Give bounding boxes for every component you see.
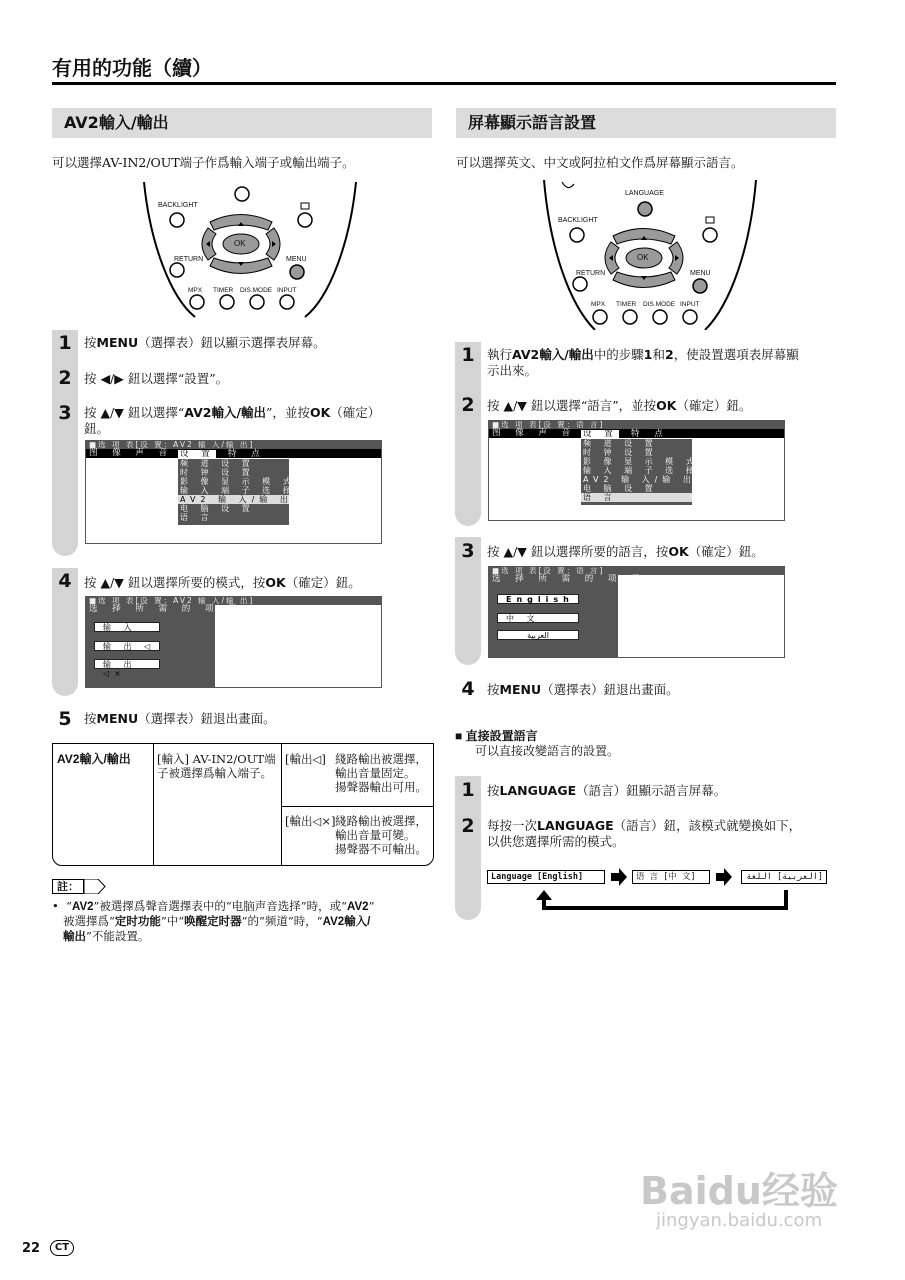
direct-language-heading: ■ 直接設置語言 — [455, 729, 538, 743]
table-output1-desc: 綫路輸出被選擇， 輸出音量固定。 揚聲器輸出可用。 — [335, 752, 427, 794]
step-number: 1 — [461, 779, 475, 801]
step-text: 按MENU（選擇表）鈕以顯示選擇表屏幕。 — [84, 335, 326, 350]
osd-menu-language — [488, 566, 785, 658]
arrow-right-icon — [611, 868, 627, 886]
step-text: 按LANGUAGE（語言）鈕顯示語言屏幕。 — [487, 783, 727, 798]
language-chain-english: Language [English] — [487, 870, 605, 884]
osd-option-output-variable[interactable]: 输 出 ◁× — [94, 659, 160, 669]
loop-arrow-icon — [534, 890, 792, 912]
step-number: 4 — [461, 678, 475, 700]
step-number: 5 — [58, 708, 72, 730]
osd-item[interactable]: 频 道 设 置 — [583, 439, 658, 448]
table-divider — [281, 744, 282, 866]
osd-item[interactable]: 输 入 端 子 选 择 — [583, 466, 699, 475]
step-bar — [455, 342, 481, 526]
step-text: 按MENU（選擇表）鈕退出畫面。 — [487, 682, 679, 697]
osd-menu-settings — [85, 440, 382, 544]
return-label: RETURN — [174, 256, 204, 263]
ok-label: OK — [234, 239, 246, 248]
osd-tab-row: 图 像 声 音 — [489, 429, 784, 438]
step-number: 2 — [58, 367, 72, 389]
note-arrow-icon — [84, 879, 106, 894]
page-number: 22 — [22, 1241, 41, 1256]
osd-option-english[interactable]: English — [497, 594, 579, 604]
step-text: 每按一次LANGUAGE（語言）鈕，該模式就變換如下， 以供您選擇所需的模式。 — [487, 818, 802, 849]
dismode-label: DIS.MODE — [240, 287, 273, 294]
osd-item[interactable]: 语 言 — [180, 513, 214, 522]
input-label: INPUT — [277, 287, 297, 294]
osd-tab-feature: 特 点 — [228, 449, 266, 459]
remote-control-diagram — [540, 180, 760, 330]
step-number: 2 — [461, 815, 475, 837]
step-number: 4 — [58, 570, 72, 592]
osd-item-selected[interactable]: AV2 输 入/输 出 — [180, 495, 293, 504]
title-rule — [52, 82, 836, 85]
osd-tab-selected: 设 置 — [180, 449, 215, 459]
language-chain-chinese: 语 言 [中 文] — [632, 870, 710, 884]
direct-language-desc: 可以直接改變語言的設置。 — [475, 744, 620, 758]
mpx-label: MPX — [591, 301, 606, 308]
osd-item[interactable]: 影 像 显 示 模 式 — [180, 477, 296, 486]
osd-title-bar: ■选 项 表[设 置：语 言] — [489, 567, 784, 575]
step-number: 1 — [461, 344, 475, 366]
osd-option-chinese[interactable]: 中 文 — [497, 613, 579, 623]
menu-label: MENU — [286, 256, 307, 263]
step-number: 3 — [58, 402, 72, 424]
table-divider — [281, 806, 434, 807]
av2-intro: 可以選擇AV-IN2/OUT端子作爲輸入端子或輸出端子。 — [52, 155, 355, 170]
osd-item[interactable]: 电 脑 设 置 — [583, 484, 658, 493]
remote-control-diagram — [140, 182, 360, 318]
osd-item[interactable]: 频 道 设 置 — [180, 459, 255, 468]
step-number: 2 — [461, 394, 475, 416]
av2-mode-table — [52, 743, 434, 866]
mpx-label: MPX — [188, 287, 203, 294]
table-output2-tag: [輸出◁×] — [285, 814, 336, 828]
step-text: 按MENU（選擇表）鈕退出畫面。 — [84, 711, 276, 726]
osd-item[interactable]: 电 脑 设 置 — [180, 504, 255, 513]
osd-item[interactable]: AV2 输 入/输 出 — [583, 475, 696, 484]
section-heading-language: 屏幕顯示語言設置 — [456, 108, 836, 138]
language-label: LANGUAGE — [625, 190, 664, 197]
osd-item[interactable]: 时 钟 设 置 — [180, 468, 255, 477]
osd-item[interactable]: 时 钟 设 置 — [583, 448, 658, 457]
backlight-label: BACKLIGHT — [158, 202, 198, 209]
osd-title-bar: ■选 项 表[设 置：语 言] — [489, 421, 784, 429]
return-label: RETURN — [576, 270, 606, 277]
osd-item[interactable]: 输 入 端 子 选 择 — [180, 486, 296, 495]
osd-prompt: 选 择 所 需 的 项 目 — [89, 604, 243, 614]
table-output2-desc: 綫路輸出被選擇， 輸出音量可變。 揚聲器不可輸出。 — [335, 814, 427, 856]
note-label: 註： — [52, 879, 84, 894]
osd-item[interactable]: 影 像 显 示 模 式 — [583, 457, 699, 466]
page-title: 有用的功能（續） — [52, 56, 212, 80]
step-text: 按 ▲/▼ 鈕以選擇所要的語言，按OK（確定）鈕。 — [487, 544, 764, 559]
table-input-desc: [輸入] AV-IN2/OUT端 子被選擇爲輸入端子。 — [157, 752, 276, 780]
note-text: • “AV2”被選擇爲聲音選擇表中的“电脑声音选择”時，或“AV2” 被選擇爲“定时功能”中“唤醒定时器”的“频道”時，“AV2輸入/ 輸出”不能設置。 — [52, 899, 375, 943]
input-label: INPUT — [680, 301, 700, 308]
step-number: 1 — [58, 332, 72, 354]
step-text: 按 ◀/▶ 鈕以選擇“設置”。 — [84, 371, 229, 386]
osd-submenu — [581, 439, 699, 505]
ok-label: OK — [637, 253, 649, 262]
dismode-label: DIS.MODE — [643, 301, 676, 308]
step-text: 執行AV2輸入/輸出中的步驟1和2，使設置選項表屏幕顯 示出來。 — [487, 347, 799, 378]
osd-menu-av2 — [85, 596, 382, 688]
osd-menu-settings — [488, 420, 785, 521]
ct-badge: CT — [50, 1240, 74, 1256]
arrow-right-icon — [716, 868, 732, 886]
osd-title-bar: ■选 项 表[设 置：AV2 输 入/输 出] — [86, 441, 381, 449]
osd-tab-row: 图 像 声 音 — [86, 449, 381, 458]
timer-label: TIMER — [616, 301, 637, 308]
step-bar — [52, 330, 78, 556]
backlight-label: BACKLIGHT — [558, 217, 598, 224]
step-text: 按 ▲/▼ 鈕以選擇“AV2輸入/輸出”，並按OK（確定） 鈕。 — [84, 405, 381, 436]
language-chain-arabic: [العربية] اللغة — [741, 870, 827, 884]
step-number: 3 — [461, 540, 475, 562]
step-text: 按 ▲/▼ 鈕以選擇“語言”，並按OK（確定）鈕。 — [487, 398, 752, 413]
osd-submenu — [178, 459, 296, 525]
osd-title-bar: ■选 项 表[设 置：AV2 输 入/输 出] — [86, 597, 381, 605]
menu-label: MENU — [690, 270, 711, 277]
step-text: 按 ▲/▼ 鈕以選擇所要的模式，按OK（確定）鈕。 — [84, 575, 361, 590]
table-label: AV2輸入/輸出 — [57, 752, 131, 766]
osd-option-output-fixed[interactable]: 输 出 ◁ — [94, 641, 160, 651]
table-output1-tag: [輸出◁] — [285, 752, 326, 766]
osd-option-arabic[interactable]: العربية — [497, 630, 579, 640]
section-heading-av2: AV2輸入/輸出 — [52, 108, 432, 138]
table-divider — [153, 744, 154, 866]
watermark-url: jingyan.baidu.com — [656, 1210, 823, 1231]
timer-label: TIMER — [213, 287, 234, 294]
osd-tab-selected: 设 置 — [583, 429, 618, 439]
osd-option-input[interactable]: 输 入 — [94, 622, 160, 632]
osd-tab-feature: 特 点 — [631, 429, 669, 439]
language-intro: 可以選擇英文、中文或阿拉柏文作爲屏幕顯示語言。 — [456, 155, 744, 170]
watermark-brand: Baidu经验 — [640, 1169, 838, 1213]
osd-item-selected[interactable]: 语 言 — [581, 493, 692, 502]
osd-prompt: 选 择 所 需 的 项 目 — [492, 574, 646, 584]
